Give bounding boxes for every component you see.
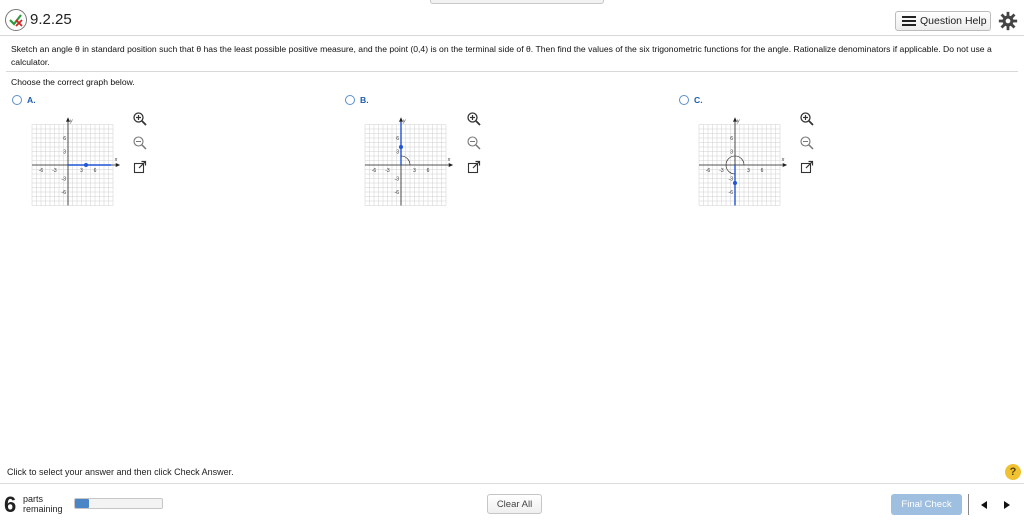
x-tick-label: -6 [371,168,377,174]
gear-icon[interactable] [997,10,1019,32]
option-a-graph [28,110,128,210]
parts-label: parts [23,494,44,504]
x-tick-label: 6 [760,168,764,174]
zoom-in-icon[interactable] [466,111,482,127]
x-axis-label: x [447,157,451,163]
instruction-text: Click to select your answer and then click Check Answer. [7,467,234,477]
y-axis-label: y [70,118,73,125]
y-axis-label: y [737,118,740,125]
popout-icon[interactable] [799,159,815,175]
x-axis-arrow [116,163,121,167]
x-tick-label: -3 [52,168,57,174]
help-icon[interactable]: ? [1005,464,1021,480]
option-a[interactable] [12,95,36,105]
question-help-label: Question Help [920,15,987,27]
partial-credit-icon [5,9,27,31]
y-tick-label: 6 [63,136,66,142]
progress-bar [74,498,163,509]
popout-icon[interactable] [132,159,148,175]
y-tick-label: 3 [396,149,399,156]
question-help-button[interactable] [895,11,991,31]
y-tick-label: -3 [728,176,733,183]
next-button[interactable] [997,495,1017,514]
y-axis-label: y [403,118,406,125]
terminal-point [84,163,88,167]
x-axis-arrow [783,163,788,167]
y-tick-label: -3 [61,176,66,183]
footer-divider [0,483,1024,484]
question-header [0,6,1024,36]
option-b[interactable] [345,95,369,105]
remaining-label: remaining [23,504,63,514]
y-tick-label: -3 [394,176,399,183]
top-tab-handle [430,0,604,4]
parts-remaining-label [23,494,63,514]
y-tick-label: 6 [396,136,399,142]
next-arrow-icon [1002,500,1012,510]
x-tick-label: -6 [38,168,44,174]
terminal-point [733,181,737,185]
option-c-label: C. [694,95,703,105]
progress-fill [75,499,89,508]
x-axis-arrow [449,163,454,167]
x-tick-label: 3 [413,168,416,174]
parts-remaining-count: 6 [4,492,17,517]
zoom-in-icon[interactable] [799,111,815,127]
nav-separator [968,494,969,515]
y-tick-label: -6 [61,190,66,196]
clear-all-button[interactable]: Clear All [487,494,542,514]
zoom-out-icon[interactable] [132,135,148,151]
option-c-graph [695,110,795,210]
x-tick-label: 6 [426,168,430,174]
terminal-point [399,145,403,149]
option-b-graph [361,110,461,210]
y-tick-label: -6 [728,190,733,196]
zoom-out-icon[interactable] [466,135,482,151]
divider [6,71,1018,72]
option-c[interactable] [679,95,703,105]
zoom-in-icon[interactable] [132,111,148,127]
x-axis-label: x [114,157,118,163]
list-icon [902,16,916,26]
question-text: Sketch an angle θ in standard position such that θ has the least possible positive measure, and the point (0,4) is on the terminal side of θ. Then find the values of the six trigonometric functions for the angle. Rationalize denominators if applicable. Do not use a calculator. [11,44,992,67]
x-tick-label: -6 [705,168,711,174]
x-tick-label: 6 [93,168,97,174]
x-axis-label: x [781,157,785,163]
previous-arrow-icon [979,500,989,510]
y-tick-label: 6 [730,136,733,142]
option-c-radio[interactable] [679,95,689,105]
question-prompt: Choose the correct graph below. [11,77,135,87]
x-tick-label: 3 [747,168,750,174]
y-tick-label: -6 [394,190,399,196]
option-b-radio[interactable] [345,95,355,105]
y-tick-label: 3 [63,149,66,156]
final-check-button[interactable]: Final Check [891,494,962,515]
zoom-out-icon[interactable] [799,135,815,151]
x-tick-label: -3 [719,168,724,174]
option-a-label: A. [27,95,36,105]
popout-icon[interactable] [466,159,482,175]
option-b-label: B. [360,95,369,105]
previous-button[interactable] [974,495,994,514]
x-tick-label: 3 [80,168,83,174]
question-number: 9.2.25 [30,11,72,28]
y-tick-label: 3 [730,149,733,156]
x-tick-label: -3 [385,168,390,174]
option-a-radio[interactable] [12,95,22,105]
